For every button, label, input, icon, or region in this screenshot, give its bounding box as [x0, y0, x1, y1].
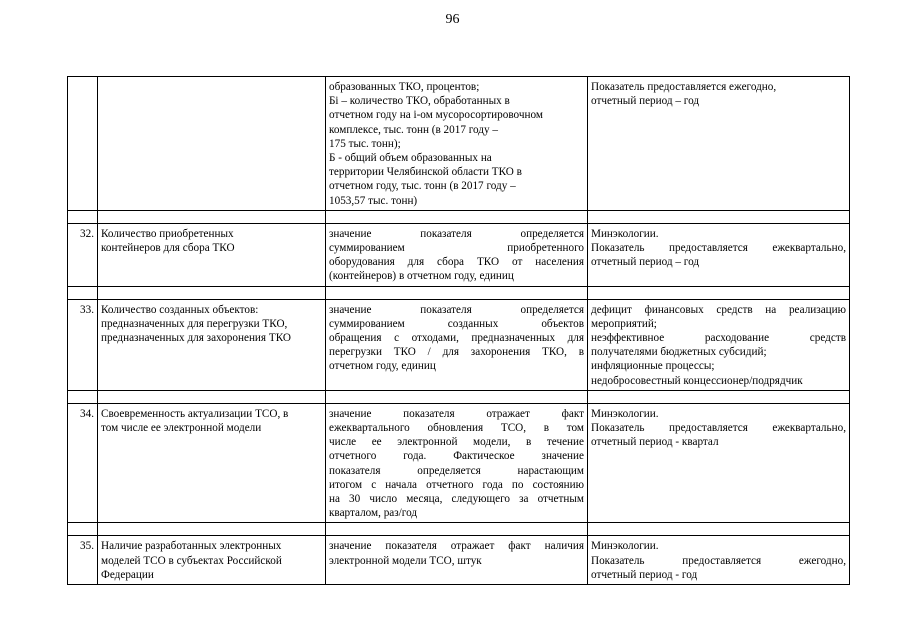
- text-line: Минэкологии.: [591, 407, 659, 420]
- text-line: обращения с отходами, предназначенных для: [329, 332, 584, 345]
- text-line: перегрузки ТКО / для захоронения ТКО, в: [329, 346, 584, 359]
- text-line: кварталом, раз/год: [329, 507, 418, 520]
- text-line: отчетном году, тыс. тонн (в 2017 году –: [329, 180, 516, 193]
- text-line: значение показателя отражает факт наличия: [329, 540, 584, 553]
- text-line: Минэкологии.: [591, 227, 659, 240]
- indicator-note: [588, 403, 850, 523]
- page-number: 96: [445, 12, 460, 27]
- row-spacer: [68, 210, 850, 223]
- indicator-name: [98, 299, 326, 390]
- text-line: недобросовестный концессионер/подрядчик: [591, 374, 803, 387]
- text-line: отчетном году, единиц: [329, 360, 436, 373]
- text-line: 175 тыс. тонн);: [329, 137, 401, 150]
- indicator-name: [98, 223, 326, 286]
- row-number: 33.: [68, 299, 98, 390]
- text-line: дефицит финансовых средств на реализацию: [591, 303, 846, 316]
- text-line: показателя определяется нарастающим: [329, 464, 584, 477]
- row-number: 34.: [68, 403, 98, 523]
- cell-name: [98, 77, 326, 211]
- cell-note: [588, 77, 850, 211]
- table-row-34: [68, 403, 850, 523]
- calculation-method: [326, 536, 588, 585]
- text-line: контейнеров для сбора ТКО: [101, 242, 235, 255]
- text-line: 1053,57 тыс. тонн): [329, 194, 418, 207]
- text-line: значение показателя определяется: [329, 227, 584, 240]
- text-line: значение показателя отражает факт: [329, 407, 584, 420]
- cell-method: [326, 77, 588, 211]
- text-line: Показатель предоставляется ежегодно,: [591, 554, 846, 567]
- row-spacer: [68, 523, 850, 536]
- text-line: числе ее электронной модели, в течение: [329, 436, 584, 449]
- calculation-method: [326, 223, 588, 286]
- calculation-method: [326, 403, 588, 523]
- text-line: Б - общий объем образованных на: [329, 152, 492, 165]
- text-line: Количество созданных объектов:: [101, 303, 259, 316]
- text-line: предназначенных для захоронения ТКО: [101, 332, 291, 345]
- text-line: (контейнеров) в отчетном году, единиц: [329, 270, 514, 283]
- text-line: отчетный период – год: [591, 256, 700, 269]
- text-line: предназначенных для перегрузки ТКО,: [101, 317, 288, 330]
- text-line: получателями бюджетных субсидий;: [591, 346, 767, 359]
- indicators-table: [67, 76, 850, 585]
- text-line: Показатель предоставляется ежеквартально,: [591, 242, 846, 255]
- row-number: 35.: [68, 536, 98, 585]
- text-line: отчетный период - год: [591, 568, 698, 581]
- table-row-continuation: [68, 77, 850, 211]
- text-line: моделей ТСО в субъектах Российской: [101, 554, 282, 567]
- text-line: Федерации: [101, 568, 154, 581]
- row-number: 32.: [68, 223, 98, 286]
- indicator-name: [98, 403, 326, 523]
- indicator-name: [98, 536, 326, 585]
- row-spacer: [68, 390, 850, 403]
- text-line: отчетный период - квартал: [591, 436, 719, 449]
- text-line: Показатель предоставляется ежегодно,: [591, 81, 777, 93]
- text-line: Бi – количество ТКО, обработанных в: [329, 95, 510, 108]
- text-line: Своевременность актуализации ТСО, в: [101, 407, 289, 420]
- row-spacer: [68, 286, 850, 299]
- text-line: образованных ТКО, процентов;: [329, 81, 480, 93]
- text-line: значение показателя определяется: [329, 303, 584, 316]
- text-line: суммированием созданных объектов: [329, 317, 584, 330]
- indicator-note: [588, 223, 850, 286]
- indicator-note: [588, 536, 850, 585]
- text-line: Наличие разработанных электронных: [101, 540, 282, 553]
- text-line: Показатель предоставляется ежеквартально,: [591, 422, 846, 435]
- text-line: мероприятий;: [591, 317, 657, 330]
- text-line: на 30 число месяца, следующего за отчетным: [329, 493, 584, 506]
- text-line: итогом с начала отчетного года по состоянию: [329, 478, 584, 491]
- indicator-note: [588, 299, 850, 390]
- text-line: отчетный период – год: [591, 95, 700, 108]
- text-line: отчетного года. Фактическое значение: [329, 450, 584, 463]
- text-line: суммированием приобретенного: [329, 242, 584, 255]
- text-line: том числе ее электронной модели: [101, 422, 262, 435]
- text-line: Минэкологии.: [591, 540, 659, 553]
- text-line: ежеквартального обновления ТСО, в том: [329, 422, 584, 435]
- text-line: отчетном году на i-ом мусоросортировочном: [329, 109, 543, 122]
- calculation-method: [326, 299, 588, 390]
- text-line: территории Челябинской области ТКО в: [329, 166, 522, 179]
- text-line: комплексе, тыс. тонн (в 2017 году –: [329, 123, 498, 136]
- table-row-35: [68, 536, 850, 585]
- cell-num: [68, 77, 98, 211]
- table-row-33: [68, 299, 850, 390]
- text-line: инфляционные процессы;: [591, 360, 715, 373]
- text-line: неэффективное расходование средств: [591, 332, 846, 345]
- text-line: электронной модели ТСО, штук: [329, 554, 482, 567]
- table-row-32: [68, 223, 850, 286]
- text-line: Количество приобретенных: [101, 227, 234, 240]
- text-line: оборудования для сбора ТКО от населения: [329, 256, 584, 269]
